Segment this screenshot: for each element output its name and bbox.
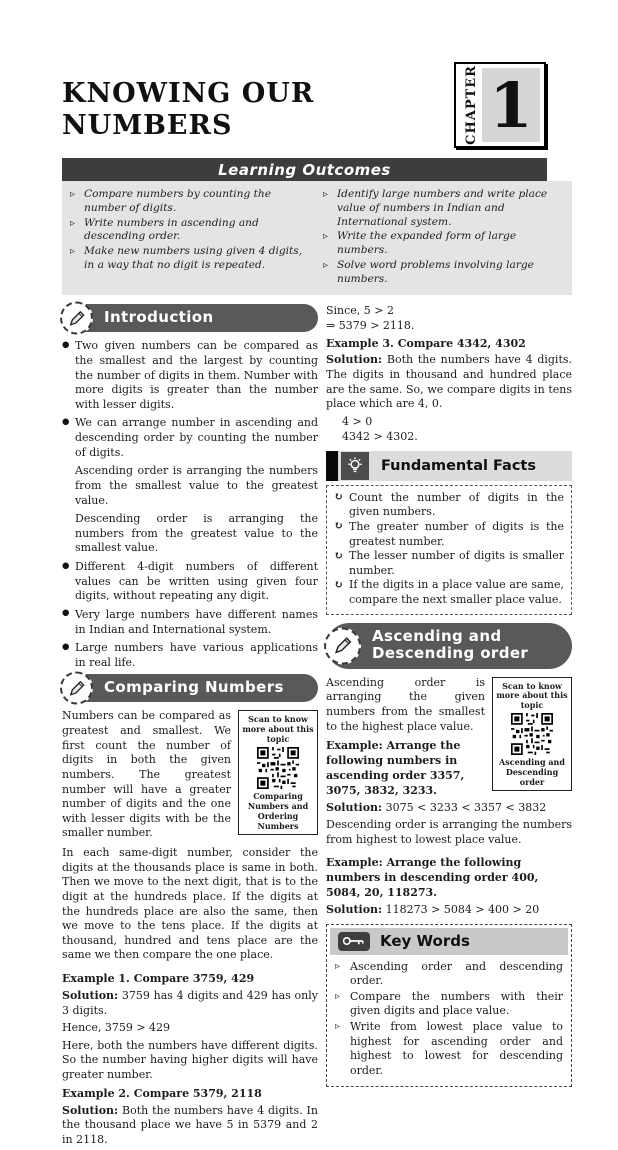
- learning-outcomes-banner: [62, 158, 547, 181]
- descending-example-label: Example: Arrange the following numbers in descending order 400, 5084, 20, 118273.: [326, 856, 539, 900]
- fundamental-facts-title: Fundamental Facts: [381, 457, 536, 474]
- page-title-line1: KNOWING OUR: [62, 78, 315, 109]
- solution-label: Solution:: [326, 800, 383, 814]
- solution-text: 3075 < 3233 < 3357 < 3832: [385, 800, 547, 814]
- ascending-paragraph: Ascending order is arranging the given numbers from the smallest to the highest place value.: [326, 675, 485, 733]
- section-title: Comparing Numbers: [104, 678, 284, 697]
- math-line: 4 > 0: [342, 414, 373, 428]
- section-title: [372, 628, 528, 663]
- intro-bullet: ● Different 4-digit numbers of different values can be written using given four digits, without repeating any digit.: [62, 560, 318, 604]
- qr-code: [511, 713, 553, 755]
- header-accent-bar: [326, 451, 338, 481]
- key-word-item: ▹ Write from lowest place value to highest for ascending order and highest to lowest for descending order.: [333, 1020, 563, 1079]
- intro-sub-text: Descending order is arranging the numbers from the greatest value to the smallest value.: [75, 512, 318, 555]
- solution-label: Solution:: [62, 988, 119, 1002]
- comparing-body: [62, 709, 318, 968]
- page-title: [62, 56, 314, 143]
- solution-label: Solution:: [62, 1103, 119, 1117]
- example-3-label: Example 3. Compare 4342, 4302: [326, 336, 526, 350]
- comparing-paragraph: In each same-digit number, consider the digits at the thousands place is same in both. Then we move to the next digit, that is to the digit at the hundreds place. If the digits at the hundreds place are also the same, then we move to the tens place. If the digits at thousand, hundred and tens place are the same we then compare the one place.: [62, 846, 318, 962]
- writing-hand-icon: [60, 302, 93, 335]
- qr-caption: Comparing Numbers and Ordering Numbers: [247, 791, 309, 832]
- key-word-item: ▹ Ascending order and descending order.: [333, 960, 563, 989]
- key-words-header: [330, 928, 568, 955]
- intro-bullet: ● We can arrange number in ascending and descending order by counting the number of digits.: [62, 416, 318, 460]
- section-header-comparing-numbers: [62, 674, 318, 702]
- intro-sub-text: Ascending order is arranging the numbers from the smallest value to the greatest value.: [75, 464, 318, 507]
- fact-item: ↻ The greater number of digits is the greatest number.: [334, 520, 564, 549]
- solution-text: Both the numbers have 4 digits. In the thousand place we have 5 in 5379 and 2 in 2118.: [62, 1103, 318, 1146]
- key-words-box: [326, 924, 572, 1087]
- section-title-line2: Descending order: [372, 644, 529, 663]
- since-line: Since, 5 > 2: [326, 304, 395, 318]
- intro-bullet: ● Very large numbers have different names in Indian and International system.: [62, 608, 318, 637]
- learning-outcomes-right-column: [321, 188, 562, 287]
- example-2-label: Example 2. Compare 5379, 2118: [62, 1086, 262, 1100]
- key-icon: [338, 932, 370, 951]
- fact-item: ↻ The lesser number of digits is smaller number.: [334, 549, 564, 578]
- math-line: 4342 > 4302.: [342, 429, 418, 443]
- outcome-item: ▹ Identify large numbers and write place value of numbers in Indian and International system.: [321, 188, 562, 229]
- intro-bullet: ● Two given numbers can be compared as the smallest and the largest by counting the number of digits in them. Number with more digits is greater than the number with lesser digits.: [62, 339, 318, 412]
- learning-outcomes-left-column: [68, 188, 309, 287]
- solution-text: 3759 has 4 digits and 429 has only 3 digits.: [62, 988, 318, 1017]
- introduction-bullet-list: [62, 339, 318, 670]
- section-header-ascending-descending: [326, 623, 572, 669]
- outcome-item: ▹ Make new numbers using given 4 digits, in a way that no digit is repeated.: [68, 245, 309, 273]
- page-title-line2: NUMBERS: [62, 110, 233, 142]
- qr-sidebar-ascending: [492, 677, 572, 792]
- outcome-item: ▹ Solve word problems involving large numbers.: [321, 259, 562, 287]
- intro-bullet: ● Large numbers have various applications in real life.: [62, 641, 318, 670]
- descending-paragraph: Descending order is arranging the numbers from highest to lowest place value.: [326, 818, 572, 846]
- qr-scan-label: Scan to know more about this topic: [496, 680, 568, 710]
- section-header-introduction: [62, 304, 318, 332]
- qr-sidebar-comparing: [238, 710, 318, 835]
- example-1-solution: [62, 989, 318, 1018]
- fundamental-facts-box: [326, 485, 572, 615]
- writing-hand-icon: [324, 627, 361, 664]
- example-1-label: Example 1. Compare 3759, 429: [62, 972, 255, 986]
- learning-outcomes-title: Learning Outcomes: [218, 160, 391, 179]
- comparing-paragraph: Numbers can be compared as greatest and smallest. We first count the number of digits in both the given numbers. The greatest number will have a greater number of digits and the one with lesser digits with be the smaller number.: [62, 709, 231, 840]
- qr-caption: Ascending and Descending order: [499, 757, 565, 788]
- qr-code: [257, 747, 299, 789]
- solution-label: Solution:: [326, 902, 383, 916]
- key-word-item: ▹ Compare the numbers with their given digits and place value.: [333, 990, 563, 1019]
- example-3-solution: [326, 353, 572, 412]
- writing-hand-icon: [60, 672, 93, 705]
- ascending-body: [326, 676, 572, 853]
- solution-text: Both the numbers have 4 digits. The digits in thousand and hundred place are the same. So, we compare digits in tens place which are 4, 0.: [326, 353, 573, 411]
- example-2-solution: [62, 1104, 318, 1148]
- fundamental-facts-header: [326, 451, 572, 481]
- lightbulb-icon: [341, 452, 369, 480]
- outcome-item: ▹ Compare numbers by counting the number of digits.: [68, 188, 309, 216]
- arrow-conclusion-line: ⇒ 5379 > 2118.: [326, 318, 415, 332]
- right-column: [326, 304, 572, 1150]
- key-words-title: Key Words: [380, 932, 470, 951]
- chapter-label-strip: [460, 65, 482, 145]
- outcome-item: ▹ Write numbers in ascending and descending order.: [68, 217, 309, 245]
- section-title: Introduction: [104, 308, 214, 327]
- section-title-line1: Ascending and: [372, 626, 502, 645]
- learning-outcomes-panel: [62, 181, 572, 295]
- page-header: [62, 56, 572, 148]
- fact-item: ↻ Count the number of digits in the given numbers.: [334, 491, 564, 520]
- example-1-note: Here, both the numbers have different digits. So the number having higher digits will have greater number.: [62, 1038, 318, 1082]
- content-columns: [62, 304, 572, 1150]
- solution-label: Solution:: [326, 353, 383, 367]
- descending-solution: [326, 903, 572, 918]
- ascending-solution: [326, 801, 572, 816]
- example-1-hence: Hence, 3759 > 429: [62, 1021, 171, 1035]
- chapter-number: 1: [482, 68, 540, 142]
- chapter-label: CHAPTER: [463, 65, 479, 145]
- solution-text: 118273 > 5084 > 400 > 20: [385, 902, 540, 916]
- ascending-example-label: Example: Arrange the following numbers in ascending order 3357, 3075, 3832, 3233.: [326, 739, 465, 797]
- qr-scan-label: Scan to know more about this topic: [242, 714, 314, 744]
- left-column: [62, 304, 318, 1150]
- fact-item: ↻ If the digits in a place value are same, compare the next smaller place value.: [334, 578, 564, 607]
- chapter-box: [454, 62, 546, 148]
- outcome-item: ▹ Write the expanded form of large numbers.: [321, 230, 562, 258]
